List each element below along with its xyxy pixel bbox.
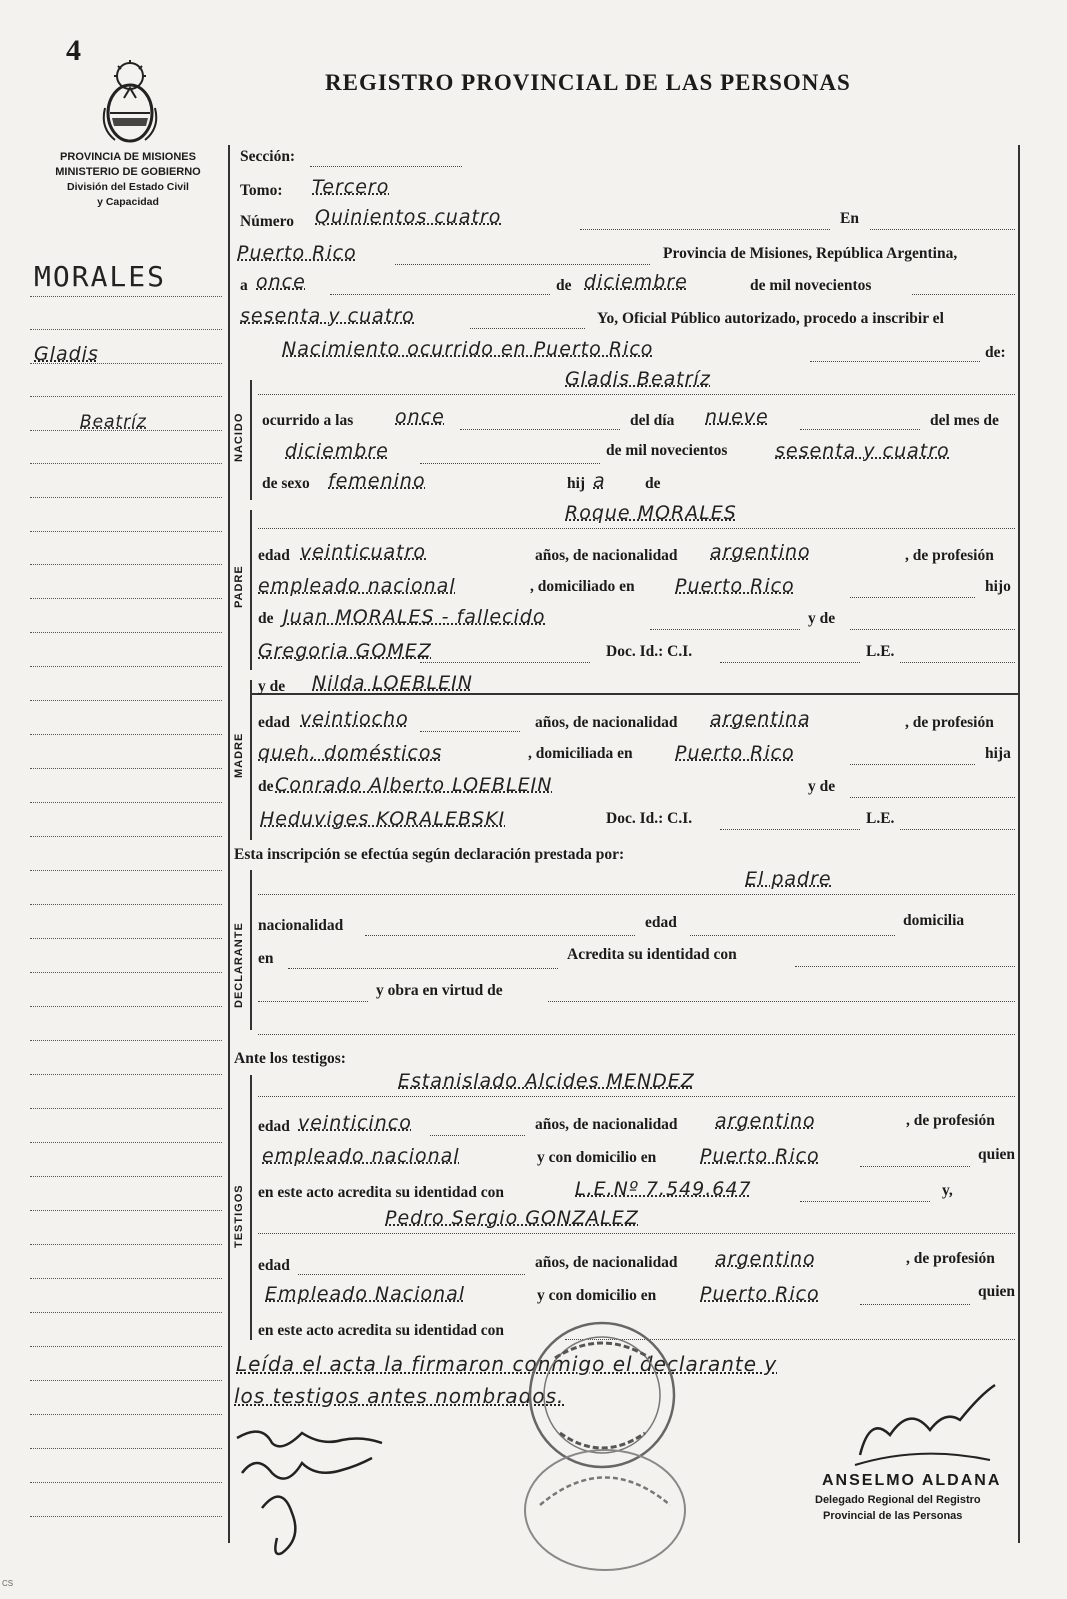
label-testigos: Ante los testigos: — [234, 1050, 346, 1067]
label-numero: Número — [240, 213, 294, 230]
value-hora[interactable]: once — [395, 406, 445, 428]
value-madre-nombre[interactable]: Nilda LOEBLEIN — [312, 672, 473, 694]
field-madre-le[interactable] — [900, 828, 1015, 830]
field-en[interactable] — [870, 228, 1015, 230]
label-dec-domicilia: domicilia — [903, 912, 965, 929]
signatures-witnesses-icon — [232, 1418, 392, 1568]
label-inscripcion: Esta inscripción se efectúa según declaración prestada por: — [234, 846, 625, 863]
label-t1-edad: edad — [258, 1118, 290, 1135]
label-mil-novecientos-2: de mil novecientos — [606, 442, 728, 459]
label-a: a — [240, 277, 248, 294]
label-padre-de: de — [258, 610, 274, 627]
field-acto-rest[interactable] — [810, 360, 980, 362]
label-t2-acredita: en este acto acredita su identidad con — [258, 1322, 504, 1339]
label-tomo: Tomo: — [240, 182, 283, 199]
margin-line — [30, 530, 222, 532]
label-madre-de: de — [258, 778, 274, 795]
margin-line — [30, 835, 222, 837]
label-sexo: de sexo — [262, 475, 310, 492]
field-t2-edad[interactable] — [298, 1273, 525, 1275]
label-t2-prof: , de profesión — [906, 1250, 995, 1267]
margin-line — [30, 869, 222, 871]
field-dec-en[interactable] — [288, 967, 558, 969]
value-padre-madre[interactable]: Gregoria GOMEZ — [258, 640, 432, 662]
closing-line-1: Leída el acta la firmaron conmigo el declarante y — [236, 1352, 778, 1376]
value-t1-dom[interactable]: Puerto Rico — [700, 1145, 820, 1167]
value-madre-dom[interactable]: Puerto Rico — [675, 742, 795, 764]
margin-line — [30, 1243, 222, 1245]
margin-line — [30, 665, 222, 667]
margin-line — [30, 1447, 222, 1449]
label-hijo: hijo — [985, 578, 1011, 595]
label-seccion: Sección: — [240, 148, 296, 165]
label-t1-quien: quien — [978, 1146, 1016, 1163]
label-madre-le: L.E. — [866, 810, 895, 827]
label-hija: hija — [985, 745, 1011, 762]
margin-line — [30, 597, 222, 599]
margin-line — [30, 631, 222, 633]
field-nombre-line[interactable] — [258, 393, 1015, 395]
value-tomo[interactable]: Tercero — [312, 176, 390, 198]
value-madre-edad[interactable]: veintiocho — [300, 708, 409, 730]
margin-line — [30, 733, 222, 735]
value-padre-padre[interactable]: Juan MORALES - fallecido — [283, 606, 546, 628]
margin-line — [30, 429, 222, 431]
value-lugar[interactable]: Puerto Rico — [237, 242, 357, 264]
label-madre-y-de: y de — [808, 778, 836, 795]
value-padre-edad[interactable]: veinticuatro — [300, 541, 426, 563]
margin-second-name: Beatríz — [80, 412, 147, 432]
label-padre-le: L.E. — [866, 643, 895, 660]
value-numero[interactable]: Quinientos cuatro — [315, 206, 502, 228]
institution-line-2: MINISTERIO DE GOBIERNO — [55, 166, 201, 178]
label-padre-prof: , de profesión — [905, 547, 994, 564]
field-padre-dom-rest[interactable] — [850, 596, 975, 598]
value-acto[interactable]: Nacimiento ocurrido en Puerto Rico — [282, 338, 654, 360]
label-madre-nac: años, de nacionalidad — [535, 714, 678, 731]
official-title-2: Provincial de las Personas — [823, 1510, 963, 1522]
section-madre: MADRE — [233, 732, 245, 778]
label-dec-nacionalidad: nacionalidad — [258, 917, 344, 934]
label-del-dia: del día — [630, 412, 675, 429]
testigos-bracket — [250, 1075, 252, 1340]
label-en: En — [840, 210, 859, 227]
margin-line — [30, 1413, 222, 1415]
value-testigo2[interactable]: Pedro Sergio GONZALEZ — [385, 1207, 639, 1229]
margin-line — [30, 903, 222, 905]
label-madre-edad: edad — [258, 714, 290, 731]
label-madre-doc: Doc. Id.: C.I. — [606, 810, 693, 827]
field-dec-edad[interactable] — [690, 934, 895, 936]
value-t1-edad[interactable]: veinticinco — [298, 1112, 412, 1134]
value-madre-madre[interactable]: Heduviges KORALEBSKI — [260, 808, 506, 830]
institution-line-1: PROVINCIA DE MISIONES — [60, 151, 196, 163]
field-t1-dom-rest[interactable] — [860, 1165, 970, 1167]
margin-line — [30, 801, 222, 803]
margin-line — [30, 328, 222, 330]
scanner-mark: CS — [2, 1579, 14, 1588]
label-domiciliada: , domiciliada en — [528, 745, 633, 762]
right-frame-line — [1018, 145, 1020, 1543]
value-t2-dom[interactable]: Puerto Rico — [700, 1283, 820, 1305]
field-numero-rest[interactable] — [580, 228, 830, 230]
label-t1-nac: años, de nacionalidad — [535, 1116, 678, 1133]
margin-line — [30, 462, 222, 464]
value-mes-nac[interactable]: diciembre — [285, 440, 389, 462]
value-padre-nac[interactable]: argentino — [710, 541, 811, 563]
margin-line — [30, 1141, 222, 1143]
coat-of-arms-icon — [100, 58, 160, 146]
margin-line — [30, 362, 222, 364]
margin-line — [30, 1005, 222, 1007]
value-nombre[interactable]: Gladis Beatríz — [565, 368, 711, 390]
label-dec-en: en — [258, 950, 274, 967]
label-t2-nac: años, de nacionalidad — [535, 1254, 678, 1271]
label-padre-doc: Doc. Id.: C.I. — [606, 643, 693, 660]
field-padre-line[interactable] — [258, 527, 1015, 529]
section-nacido: NACIDO — [233, 412, 245, 462]
field-hora-rest[interactable] — [460, 428, 620, 430]
field-padre-padre-rest[interactable] — [650, 628, 800, 630]
field-t1-edad-rest[interactable] — [430, 1134, 525, 1136]
label-dec-edad: edad — [645, 914, 677, 931]
official-title-1: Delegado Regional del Registro — [815, 1494, 981, 1506]
official-name: ANSELMO ALDANA — [822, 1472, 1002, 1489]
field-padre-madre-rest[interactable] — [420, 661, 590, 663]
label-t1-acredita: en este acto acredita su identidad con — [258, 1184, 504, 1201]
label-padre-edad: edad — [258, 547, 290, 564]
value-sexo[interactable]: femenino — [328, 470, 426, 492]
field-t1-doc-rest[interactable] — [800, 1200, 930, 1202]
label-t2-edad: edad — [258, 1257, 290, 1274]
field-padre-le[interactable] — [900, 661, 1015, 663]
field-dec-doc[interactable] — [258, 1000, 368, 1002]
padre-bracket — [250, 510, 252, 670]
closing-line-2: los testigos antes nombrados. — [234, 1384, 565, 1408]
label-domiciliado: , domiciliado en — [530, 578, 635, 595]
institution-line-4: y Capacidad — [97, 196, 159, 208]
page-number: 4 — [66, 34, 81, 67]
document-title: REGISTRO PROVINCIAL DE LAS PERSONAS — [325, 70, 851, 95]
value-madre-padre[interactable]: Conrado Alberto LOEBLEIN — [275, 774, 553, 796]
field-dec-acredita[interactable] — [795, 965, 1015, 967]
field-dec-nacionalidad[interactable] — [365, 934, 635, 936]
margin-line — [30, 496, 222, 498]
label-provincia: Provincia de Misiones, República Argentina, — [663, 245, 958, 262]
field-dec-extra[interactable] — [258, 1033, 1015, 1035]
field-t2-dom-rest[interactable] — [860, 1303, 970, 1305]
declarante-bracket — [250, 870, 252, 1030]
margin-line — [30, 1039, 222, 1041]
margin-line — [30, 1175, 222, 1177]
label-t1-domicilio: y con domicilio en — [537, 1149, 657, 1166]
field-madre-ci[interactable] — [720, 828, 860, 830]
field-anio-start[interactable] — [912, 293, 1015, 295]
label-t1-prof: , de profesión — [906, 1112, 995, 1129]
value-padre-prof[interactable]: empleado nacional — [258, 575, 456, 597]
field-madre-dom-rest[interactable] — [850, 763, 975, 765]
field-mes-nac-rest[interactable] — [420, 462, 600, 464]
margin-line — [30, 767, 222, 769]
margin-line — [30, 1481, 222, 1483]
field-dia-rest[interactable] — [330, 293, 550, 295]
label-t2-domicilio: y con domicilio en — [537, 1287, 657, 1304]
label-padre-y-de: y de — [808, 610, 836, 627]
value-t2-nac[interactable]: argentino — [715, 1248, 816, 1270]
label-hij: hij — [567, 475, 586, 492]
margin-line — [30, 1107, 222, 1109]
margin-line — [30, 1515, 222, 1517]
value-testigo1[interactable]: Estanislado Alcides MENDEZ — [398, 1070, 695, 1092]
margin-line — [30, 971, 222, 973]
margin-line — [30, 563, 222, 565]
value-madre-prof[interactable]: queh. domésticos — [258, 742, 443, 764]
institution-line-3: División del Estado Civil — [67, 181, 189, 193]
madre-bracket — [250, 680, 252, 840]
value-dia[interactable]: once — [256, 271, 306, 293]
section-declarante: DECLARANTE — [233, 922, 245, 1008]
field-madre-edad-rest[interactable] — [420, 730, 520, 732]
section-testigos: TESTIGOS — [233, 1184, 245, 1248]
field-testigo2-line[interactable] — [258, 1232, 1015, 1234]
margin-line — [30, 699, 222, 701]
nacido-bracket — [250, 380, 252, 500]
value-hij-suffix[interactable]: a — [593, 470, 606, 492]
label-de-mes: de — [556, 277, 572, 294]
margin-line — [30, 1379, 222, 1381]
signature-official-icon — [850, 1375, 1000, 1475]
value-anio-nac[interactable]: sesenta y cuatro — [775, 440, 950, 462]
label-dec-obra: y obra en virtud de — [376, 982, 503, 999]
label-dec-acredita: Acredita su identidad con — [567, 946, 737, 963]
margin-line — [30, 395, 222, 397]
margin-line — [30, 1311, 222, 1313]
margin-line — [30, 295, 222, 297]
value-t2-prof[interactable]: Empleado Nacional — [265, 1283, 466, 1305]
value-t1-doc[interactable]: L.E.Nº 7.549.647 — [575, 1178, 752, 1200]
value-t1-prof[interactable]: empleado nacional — [262, 1145, 460, 1167]
section-padre: PADRE — [233, 565, 245, 608]
label-de-colon: de: — [985, 344, 1006, 361]
label-t1-y: y, — [942, 1182, 953, 1199]
label-t2-quien: quien — [978, 1283, 1016, 1300]
field-testigo1-line[interactable] — [258, 1095, 1015, 1097]
institution-block — [28, 150, 228, 210]
label-padre-nac: años, de nacionalidad — [535, 547, 678, 564]
value-t1-nac[interactable]: argentino — [715, 1110, 816, 1132]
value-dia-nac[interactable]: nueve — [705, 406, 769, 428]
margin-line — [30, 1277, 222, 1279]
field-anio-rest[interactable] — [470, 327, 585, 329]
label-del-mes: del mes de — [930, 412, 999, 429]
field-padre-y-de[interactable] — [850, 628, 1015, 630]
label-ocurrido: ocurrido a las — [262, 412, 354, 429]
margin-surname: MORALES — [34, 260, 167, 293]
field-madre-y-de[interactable] — [850, 796, 1015, 798]
value-declarante[interactable]: El padre — [745, 868, 832, 890]
margin-first-name: Gladis — [34, 343, 99, 365]
left-frame-line — [228, 145, 230, 1543]
field-declarante-line[interactable] — [258, 893, 1015, 895]
field-lugar-rest[interactable] — [395, 263, 650, 265]
field-dia-nac-rest[interactable] — [800, 428, 920, 430]
round-seal-icon — [520, 1445, 690, 1575]
margin-line — [30, 1209, 222, 1211]
label-madre-prof: , de profesión — [905, 714, 994, 731]
margin-line — [30, 937, 222, 939]
label-mil-novecientos: de mil novecientos — [750, 277, 872, 294]
value-padre-nombre[interactable]: Roque MORALES — [565, 502, 737, 524]
field-dec-obra[interactable] — [548, 1000, 1015, 1002]
label-y-de-madre: y de — [258, 678, 286, 695]
value-padre-dom[interactable]: Puerto Rico — [675, 575, 795, 597]
label-yo-oficial: Yo, Oficial Público autorizado, procedo a inscribir el — [597, 310, 944, 327]
field-seccion[interactable] — [310, 165, 462, 167]
value-anio[interactable]: sesenta y cuatro — [240, 305, 415, 327]
value-mes[interactable]: diciembre — [584, 271, 688, 293]
field-padre-ci[interactable] — [720, 661, 860, 663]
margin-line — [30, 1073, 222, 1075]
label-de-sexo: de — [645, 475, 661, 492]
value-madre-nac[interactable]: argentina — [710, 708, 811, 730]
margin-line — [30, 1345, 222, 1347]
